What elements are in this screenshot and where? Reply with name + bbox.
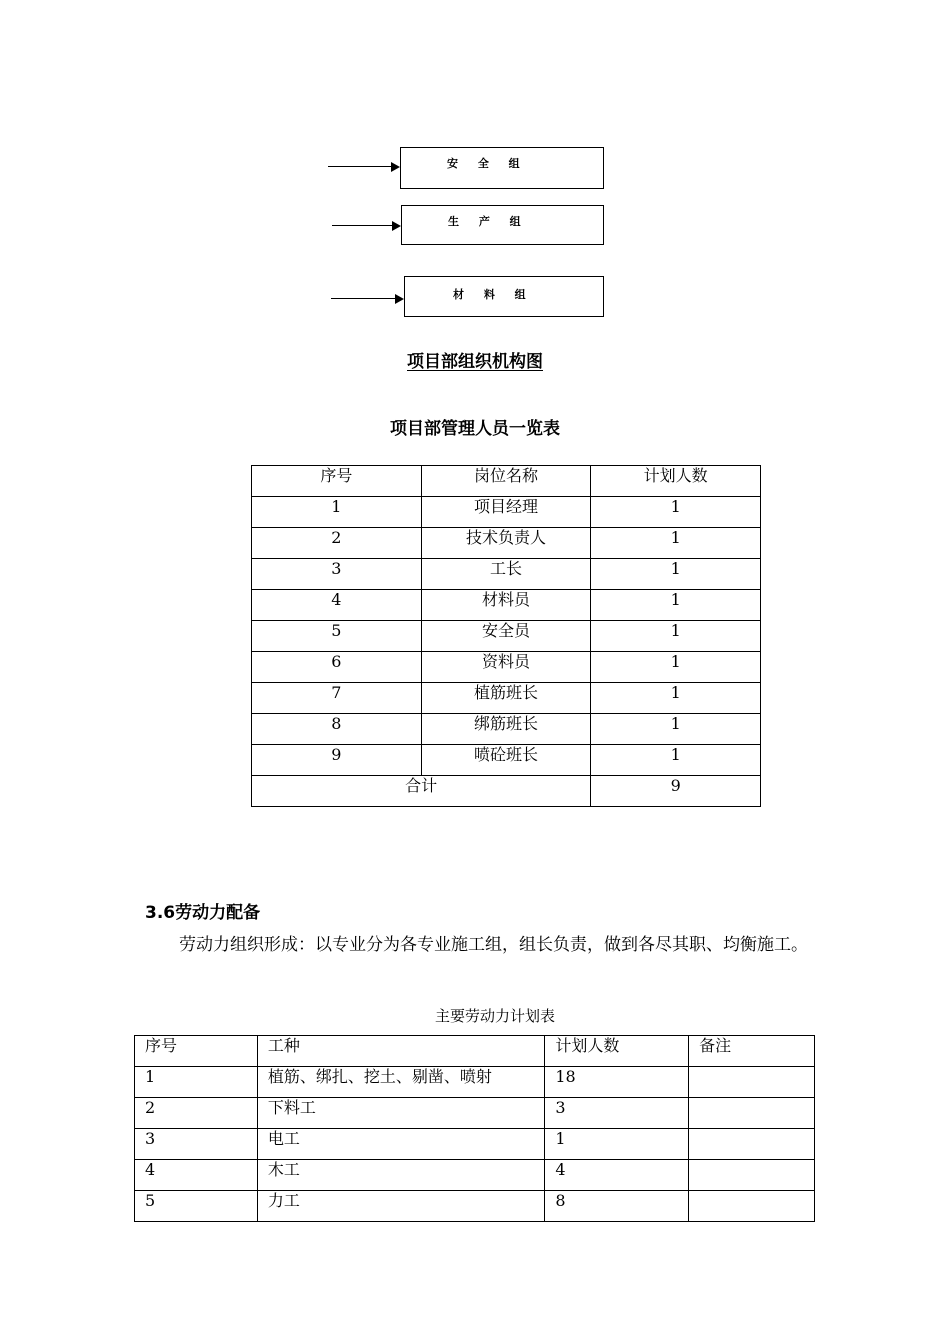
table-cell [689, 1067, 815, 1098]
total-label: 合计 [252, 776, 591, 807]
table-cell: 1 [252, 497, 422, 528]
org-chart [0, 0, 950, 330]
table-cell: 5 [135, 1191, 258, 1222]
labor-table-title: 主要劳动力计划表 [434, 1007, 555, 1025]
safety-group-label: 安 全 组 [447, 157, 528, 170]
table-cell: 材料员 [421, 590, 591, 621]
staff-table-title: 项目部管理人员一览表 [390, 419, 560, 439]
production-group-box [401, 205, 604, 245]
table-cell: 项目经理 [421, 497, 591, 528]
materials-group-label: 材 料 组 [453, 288, 534, 301]
table-row [252, 590, 761, 621]
table-cell: 1 [591, 590, 761, 621]
table-cell: 技术负责人 [421, 528, 591, 559]
table-cell: 绑筋班长 [421, 714, 591, 745]
table-cell: 1 [545, 1129, 689, 1160]
table-cell: 下料工 [257, 1098, 545, 1129]
table-cell: 1 [591, 745, 761, 776]
table-row [135, 1098, 815, 1129]
table-row [135, 1129, 815, 1160]
table-cell: 3 [135, 1129, 258, 1160]
arrow-to-production-group [332, 225, 399, 226]
table-cell: 5 [252, 621, 422, 652]
labor-table [134, 1035, 815, 1222]
table-row [252, 745, 761, 776]
total-value: 9 [591, 776, 761, 807]
table-row [135, 1067, 815, 1098]
table-cell: 1 [591, 683, 761, 714]
table-row [252, 497, 761, 528]
table-cell: 1 [135, 1067, 258, 1098]
header-cell: 序号 [135, 1036, 258, 1067]
table-row [252, 683, 761, 714]
staff-table [251, 465, 761, 807]
materials-group-box [404, 276, 604, 317]
table-cell: 1 [591, 714, 761, 745]
table-cell: 力工 [257, 1191, 545, 1222]
table-cell: 9 [252, 745, 422, 776]
table-row [252, 559, 761, 590]
total-row [252, 776, 761, 807]
table-row [135, 1160, 815, 1191]
table-cell: 1 [591, 528, 761, 559]
safety-group-box [400, 147, 604, 189]
header-cell: 计划人数 [591, 466, 761, 497]
table-row [252, 528, 761, 559]
table-cell: 7 [252, 683, 422, 714]
arrow-to-safety-group [328, 166, 398, 167]
table-cell: 植筋班长 [421, 683, 591, 714]
table-cell: 电工 [257, 1129, 545, 1160]
table-row [135, 1191, 815, 1222]
table-cell: 4 [252, 590, 422, 621]
table-cell: 8 [252, 714, 422, 745]
header-cell: 备注 [689, 1036, 815, 1067]
table-cell: 木工 [257, 1160, 545, 1191]
table-cell: 4 [135, 1160, 258, 1191]
table-cell: 3 [545, 1098, 689, 1129]
table-cell: 3 [252, 559, 422, 590]
table-cell: 1 [591, 497, 761, 528]
section-heading: 3.6劳动力配备 [145, 903, 261, 923]
table-cell [689, 1129, 815, 1160]
table-cell: 1 [591, 652, 761, 683]
table-cell: 4 [545, 1160, 689, 1191]
table-row [252, 621, 761, 652]
table-cell: 资料员 [421, 652, 591, 683]
table-cell: 植筋、绑扎、挖土、剔凿、喷射 [257, 1067, 545, 1098]
table-cell: 喷砼班长 [421, 745, 591, 776]
table-cell: 1 [591, 621, 761, 652]
table-cell: 安全员 [421, 621, 591, 652]
header-cell: 岗位名称 [421, 466, 591, 497]
labor-table-header [135, 1036, 815, 1067]
arrow-to-materials-group [331, 298, 402, 299]
table-row [252, 714, 761, 745]
header-cell: 工种 [257, 1036, 545, 1067]
table-cell: 18 [545, 1067, 689, 1098]
header-cell: 序号 [252, 466, 422, 497]
section-paragraph: 劳动力组织形成：以专业分为各专业施工组，组长负责，做到各尽其职、均衡施工。 [179, 935, 808, 955]
table-cell: 6 [252, 652, 422, 683]
table-row [252, 652, 761, 683]
table-cell [689, 1098, 815, 1129]
table-cell: 8 [545, 1191, 689, 1222]
table-cell [689, 1160, 815, 1191]
org-chart-caption: 项目部组织机构图 [407, 352, 543, 372]
table-cell: 2 [252, 528, 422, 559]
table-cell: 工长 [421, 559, 591, 590]
staff-table-header [252, 466, 761, 497]
table-cell: 1 [591, 559, 761, 590]
table-cell [689, 1191, 815, 1222]
header-cell: 计划人数 [545, 1036, 689, 1067]
production-group-label: 生 产 组 [448, 215, 529, 228]
table-cell: 2 [135, 1098, 258, 1129]
